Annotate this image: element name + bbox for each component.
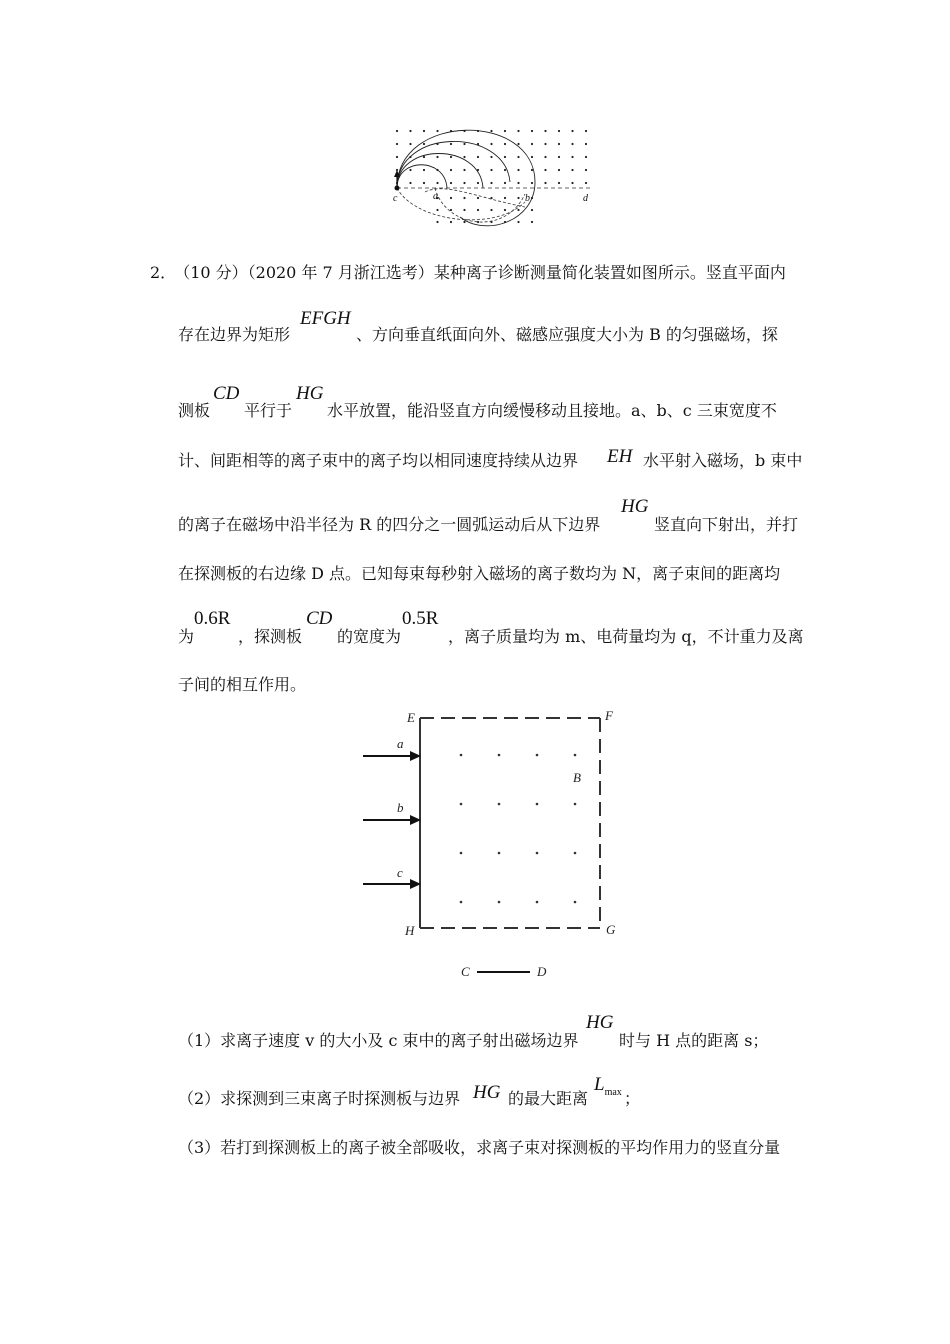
- line2b: 、方向垂直纸面向外、磁感应强度大小为 B 的匀强磁场，探: [356, 325, 778, 344]
- field-dot: [558, 130, 560, 132]
- label-H: H: [405, 923, 415, 938]
- line3c: 水平放置，能沿竖直方向缓慢移动且接地。a、b、c 三束宽度不: [327, 401, 777, 420]
- field-dot: [463, 221, 465, 223]
- math-0.5R-text: 0.5R: [402, 608, 439, 629]
- field-dot: [450, 221, 452, 223]
- field-dot: [585, 182, 587, 184]
- field-dot: [585, 130, 587, 132]
- problem-line-1-text: 某种离子诊断测量简化装置如图所示。竖直平面内: [433, 263, 786, 282]
- math-CD-1: CD: [213, 383, 240, 404]
- field-dot: [544, 169, 546, 171]
- field-dot: [571, 169, 573, 171]
- field-dot: [490, 209, 492, 211]
- field-dot: [490, 143, 492, 145]
- field-dot: [460, 852, 463, 855]
- field-dot: [463, 143, 465, 145]
- field-dot: [536, 754, 539, 757]
- field-dot: [463, 197, 465, 199]
- field-dot: [574, 852, 577, 855]
- field-dot: [536, 852, 539, 855]
- field-dot: [409, 130, 411, 132]
- field-dot: [423, 130, 425, 132]
- field-dot: [436, 182, 438, 184]
- label-a: a: [433, 191, 438, 202]
- q2-math-HG: HG: [473, 1082, 501, 1103]
- field-dot: [450, 156, 452, 158]
- line7b: ，探测板: [238, 627, 303, 646]
- field-dot: [544, 143, 546, 145]
- label-F: F: [605, 708, 613, 723]
- question-2-part-c: ；: [624, 1089, 641, 1108]
- field-dot: [423, 182, 425, 184]
- dashed-arc-2: [435, 188, 525, 222]
- field-dot: [504, 130, 506, 132]
- field-dot: [517, 169, 519, 171]
- field-dot: [490, 182, 492, 184]
- field-dot: [498, 754, 501, 757]
- figure-2-apparatus: [355, 700, 635, 990]
- field-dot: [436, 156, 438, 158]
- field-dot: [436, 209, 438, 211]
- label-d: d: [583, 193, 588, 204]
- field-dot: [504, 209, 506, 211]
- field-dot: [536, 901, 539, 904]
- label-b: b: [525, 193, 530, 204]
- field-dot: [574, 901, 577, 904]
- label-beam-b: b: [397, 800, 404, 815]
- problem-line-1: [150, 263, 786, 283]
- label-E: E: [407, 710, 415, 725]
- label-c: c: [393, 193, 398, 204]
- figure-1-magnetic-arcs: [385, 122, 600, 237]
- field-dot: [450, 197, 452, 199]
- field-dot: [463, 169, 465, 171]
- field-dot: [498, 901, 501, 904]
- field-dot: [409, 169, 411, 171]
- q2-L: L: [594, 1074, 605, 1095]
- field-dot: [571, 156, 573, 158]
- math-HG-2: HG: [621, 496, 649, 517]
- field-dot: [396, 130, 398, 132]
- field-dot: [571, 130, 573, 132]
- q1-math-HG: HG: [586, 1012, 614, 1033]
- field-dot: [531, 209, 533, 211]
- line4b: 水平射入磁场，b 束中: [643, 451, 803, 470]
- field-dot: [544, 130, 546, 132]
- field-dot: [396, 143, 398, 145]
- line3b: 平行于: [244, 401, 293, 420]
- field-dot: [571, 182, 573, 184]
- field-dot: [450, 169, 452, 171]
- field-dots-2: [460, 754, 577, 904]
- arc-smallest: [397, 165, 447, 188]
- field-dot: [460, 754, 463, 757]
- field-dot: [436, 221, 438, 223]
- field-dot: [504, 182, 506, 184]
- field-dot: [517, 197, 519, 199]
- problem-score: （10 分）: [182, 263, 248, 282]
- label-C: C: [461, 964, 470, 979]
- field-dot: [477, 156, 479, 158]
- field-dot: [585, 156, 587, 158]
- label-B: B: [573, 770, 581, 785]
- line7d: ，离子质量均为 m、电荷量均为 q，不计重力及离: [448, 627, 804, 646]
- field-dot: [544, 182, 546, 184]
- field-dot: [504, 156, 506, 158]
- field-dot: [531, 221, 533, 223]
- math-0.5R: [402, 608, 438, 630]
- field-dot: [504, 197, 506, 199]
- field-dot: [536, 803, 539, 806]
- field-dot: [498, 852, 501, 855]
- question-2-part-b: 的最大距离: [508, 1089, 589, 1108]
- field-dot: [531, 182, 533, 184]
- field-dot: [531, 169, 533, 171]
- field-dot: [460, 901, 463, 904]
- q2-math-Lmax: [594, 1074, 622, 1098]
- dashed-arc-1: [397, 188, 525, 220]
- math-0.6R: [194, 608, 230, 630]
- arc-large: [397, 130, 535, 226]
- field-dot: [463, 182, 465, 184]
- field-dot: [423, 156, 425, 158]
- field-dot: [477, 209, 479, 211]
- field-dot: [558, 182, 560, 184]
- field-dot: [436, 130, 438, 132]
- field-dot: [423, 143, 425, 145]
- line4a: 计、间距相等的离子束中的离子均以相同速度持续从边界: [178, 451, 579, 470]
- question-3: （3）若打到探测板上的离子被全部吸收，求离子束对探测板的平均作用力的竖直分量: [178, 1138, 781, 1157]
- label-G: G: [606, 922, 616, 937]
- field-dot: [517, 182, 519, 184]
- field-dot: [544, 156, 546, 158]
- point-c-dot: [395, 186, 400, 191]
- beam-b: [363, 815, 421, 825]
- line5b: 竖直向下射出，并打: [654, 515, 799, 534]
- field-dot: [490, 169, 492, 171]
- field-dot: [531, 156, 533, 158]
- label-beam-a: a: [397, 736, 404, 751]
- line2a: 存在边界为矩形: [178, 325, 291, 344]
- dashed-curve-3: [425, 189, 525, 207]
- field-dot: [558, 156, 560, 158]
- math-HG-1: HG: [296, 383, 324, 404]
- beam-a: [363, 751, 421, 761]
- field-dot: [574, 803, 577, 806]
- field-dot: [450, 143, 452, 145]
- problem-number: 2．: [150, 263, 177, 282]
- math-CD-2: CD: [306, 608, 333, 629]
- question-1-part-a: （1）求离子速度 v 的大小及 c 束中的离子射出磁场边界: [178, 1031, 579, 1050]
- problem-line-2: [178, 325, 290, 345]
- field-dot: [585, 169, 587, 171]
- field-dot: [517, 209, 519, 211]
- field-dot: [477, 197, 479, 199]
- field-dot: [409, 143, 411, 145]
- field-dot: [450, 182, 452, 184]
- field-dot: [558, 143, 560, 145]
- line5a: 的离子在磁场中沿半径为 R 的四分之一圆弧运动后从下边界: [178, 515, 601, 534]
- field-dot: [477, 182, 479, 184]
- line3a: 测板: [178, 401, 211, 420]
- line6: 在探测板的右边缘 D 点。已知每束每秒射入磁场的离子数均为 N，离子束间的距离均: [178, 564, 781, 583]
- field-dot: [463, 156, 465, 158]
- field-dot: [396, 156, 398, 158]
- field-dot: [517, 156, 519, 158]
- field-dot: [490, 130, 492, 132]
- field-dot: [490, 156, 492, 158]
- field-dot: [571, 143, 573, 145]
- line7a: 为: [178, 627, 195, 646]
- math-EFGH: EFGH: [300, 308, 351, 329]
- field-dot: [504, 169, 506, 171]
- field-dot: [517, 143, 519, 145]
- field-dot: [517, 221, 519, 223]
- field-dots: [396, 130, 587, 223]
- line7c: 的宽度为: [337, 627, 402, 646]
- beam-c: [363, 879, 421, 889]
- math-0.6R-text: 0.6R: [194, 608, 231, 629]
- field-dot: [574, 754, 577, 757]
- question-1-part-b: 时与 H 点的距离 s；: [619, 1031, 769, 1050]
- q2-L-subscript: max: [604, 1086, 622, 1098]
- field-dot: [409, 182, 411, 184]
- field-dot: [498, 803, 501, 806]
- line8: 子间的相互作用。: [178, 675, 307, 694]
- field-dot: [463, 209, 465, 211]
- field-dot: [585, 143, 587, 145]
- question-2-part-a: （2）求探测到三束离子时探测板与边界: [178, 1089, 461, 1108]
- math-EH: EH: [607, 446, 633, 467]
- field-dot: [531, 143, 533, 145]
- field-dot: [558, 169, 560, 171]
- field-dot: [423, 169, 425, 171]
- field-dot: [517, 130, 519, 132]
- label-beam-c: c: [397, 865, 403, 880]
- label-D: D: [537, 964, 547, 979]
- field-dot: [531, 130, 533, 132]
- field-dot: [460, 803, 463, 806]
- field-dot: [504, 143, 506, 145]
- problem-source: （2020 年 7 月浙江选考）: [247, 263, 434, 282]
